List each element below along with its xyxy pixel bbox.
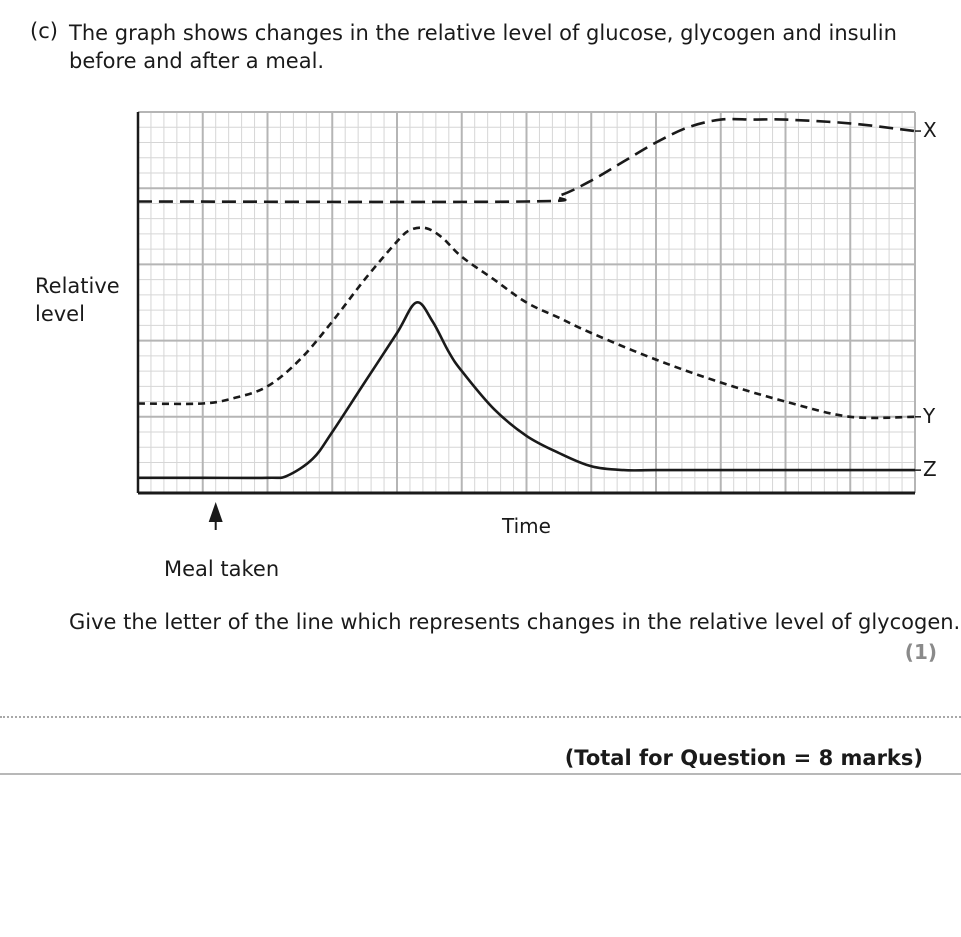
- question-part-label: (c): [30, 19, 58, 43]
- series-label-z: Z: [923, 457, 937, 482]
- y-axis-label-line-2: level: [35, 302, 85, 326]
- relative-level-graph: [0, 100, 961, 530]
- y-axis-label-line-1: Relative: [35, 274, 120, 298]
- y-axis-label: [35, 272, 120, 328]
- question-intro-line-1: The graph shows changes in the relative level of glucose, glycogen and insulin: [69, 21, 897, 45]
- question-intro-line-2: before and after a meal.: [69, 49, 325, 73]
- section-divider: [0, 773, 961, 775]
- question-intro: [69, 19, 929, 75]
- question-total-marks: (Total for Question = 8 marks): [564, 746, 923, 770]
- meal-taken-arrow-icon: [209, 502, 223, 530]
- series-label-y: Y: [923, 403, 936, 428]
- meal-taken-label: Meal taken: [164, 557, 280, 581]
- marks-available: (1): [904, 640, 937, 664]
- meal-arrow-head: [209, 502, 223, 522]
- x-axis-label: Time: [502, 514, 551, 538]
- series-label-x: X: [923, 118, 937, 143]
- answer-line[interactable]: [0, 716, 961, 718]
- question-prompt: Give the letter of the line which represents changes in the relative level of glycogen.: [69, 610, 961, 634]
